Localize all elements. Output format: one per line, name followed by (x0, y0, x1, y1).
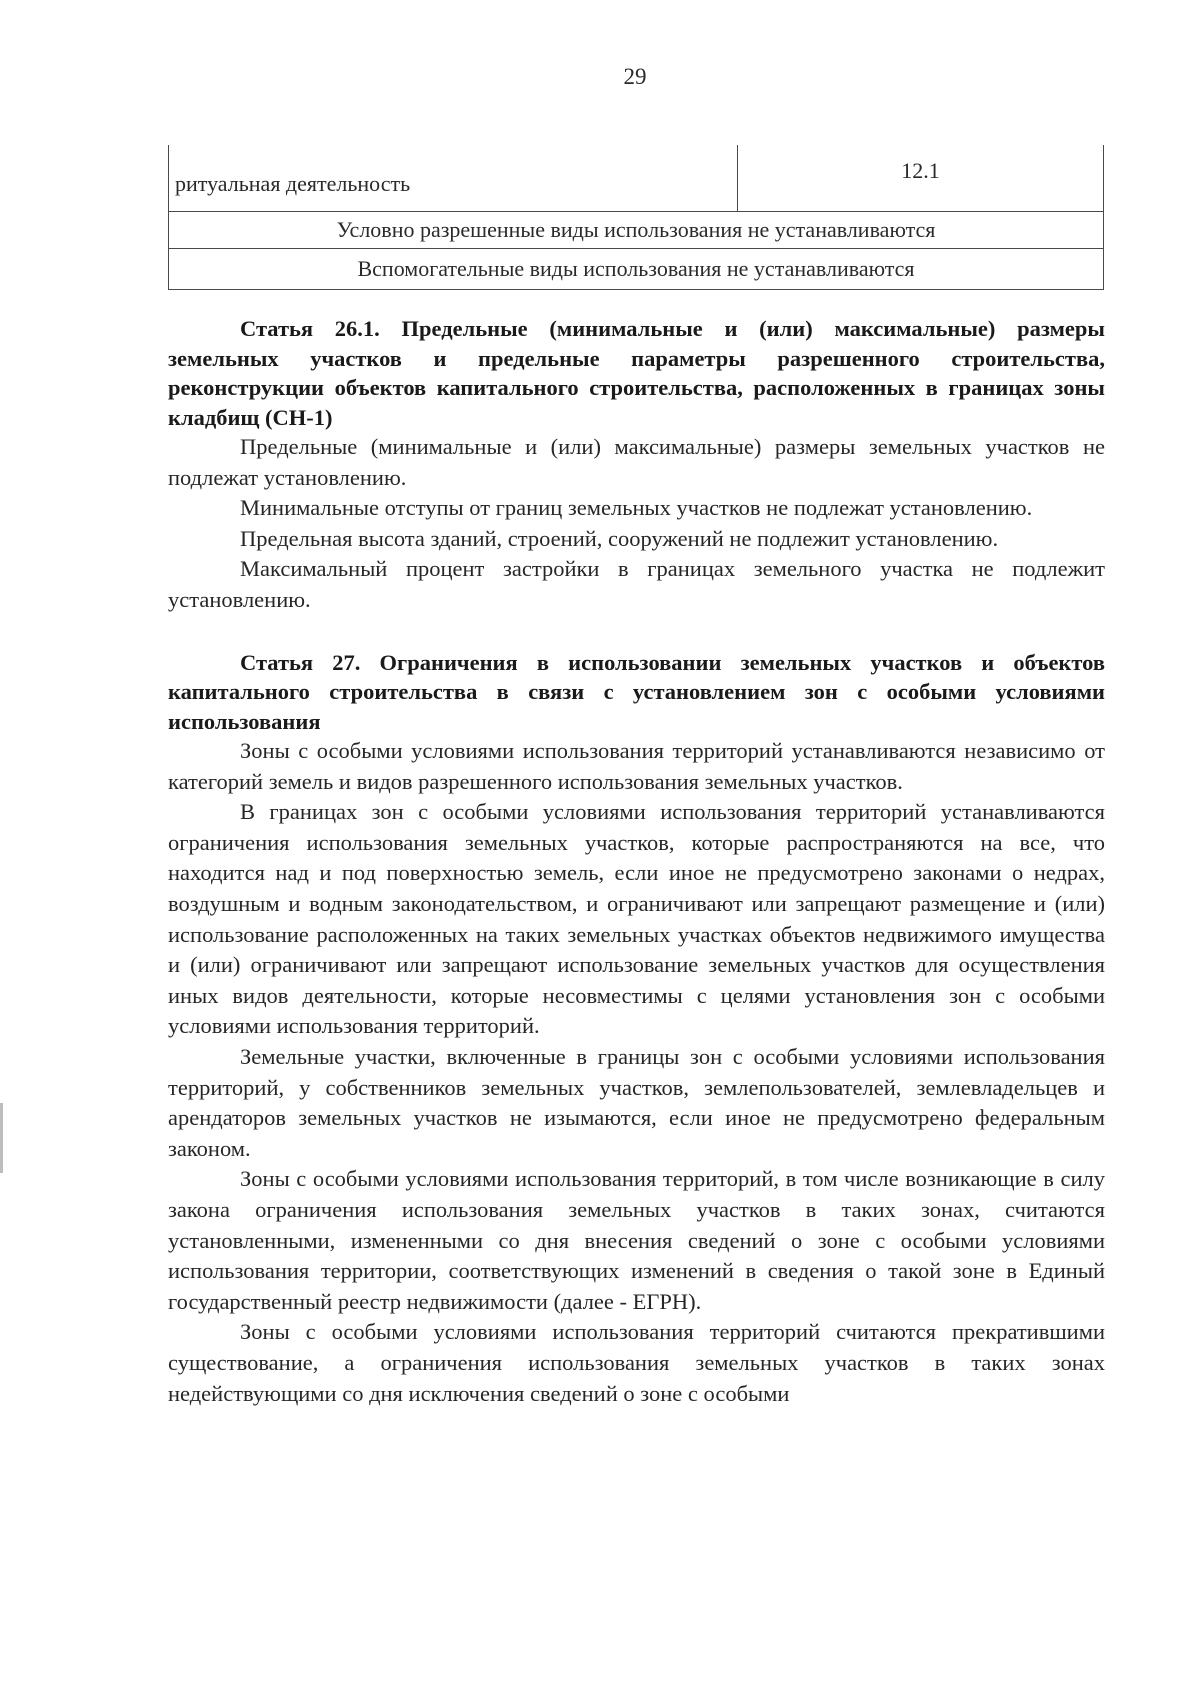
section-spacer (168, 616, 1105, 648)
paragraph: Максимальный процент застройки в границах земельного участка не подлежит установлению. (168, 556, 1105, 612)
article-heading: Статья 27. Ограничения в использовании земельных участков и объектов капитального строительства в связи с установлением зон с особыми условиями использования (168, 649, 1105, 734)
paragraph: В границах зон с особыми условиями использования территорий устанавливаются ограничения использования земельных участков, которые распространяются на все, что находится над и под поверхностью земель, если иное не предусмотрено законами о недрах, воздушным и водным законодательством, и ограничивают или запрещают размещение и (или) использование расположенных на таких земельных участках объектов недвижимого имущества и (или) ограничивают или запрещают использование земельных участков для осуществления иных видов деятельности, которые несовместимы с целями установления зон с особыми условиями использования территорий. (168, 799, 1105, 1039)
table-row (169, 145, 1104, 212)
article-27 (168, 648, 1105, 1410)
activity-name-cell: ритуальная деятельность (169, 145, 738, 212)
page-number: 29 (623, 64, 647, 89)
paragraph: Предельная высота зданий, строений, сооружений не подлежит установлению. (240, 525, 999, 551)
page-content (168, 314, 1105, 1409)
paragraph: Зоны с особыми условиями использования территорий устанавливаются независимо от категорий земель и видов разрешенного использования земельных участков. (168, 738, 1105, 794)
paragraph: Земельные участки, включенные в границы зон с особыми условиями использования территорий, у собственников земельных участков, землепользователей, землевладельцев и арендаторов земельных участков не изымаются, если иное не предусмотрено федеральным законом. (168, 1044, 1105, 1161)
activity-code-cell: 12.1 (738, 145, 1104, 212)
article-heading: Статья 26.1. Предельные (минимальные и (или) максимальные) размеры земельных участков и предельные параметры разрешенного строительства, реконструкции объектов капитального строительства, расположенных в границах зоны кладбищ (СН-1) (168, 316, 1105, 430)
scan-edge-mark (0, 1103, 3, 1173)
paragraph: Зоны с особыми условиями использования территорий считаются прекратившими существование, а ограничения использования земельных участков в таких зонах недействующими со дня исключения сведений о зоне с особыми (168, 1319, 1105, 1406)
paragraph: Зоны с особыми условиями использования территорий, в том числе возникающие в силу закона ограничения использования земельных участков в таких зонах, считаются установленными, измененными со дня внесения сведений о зоне с особыми условиями использования территории, соответствующих изменений в сведения о такой зоне в Единый государственный реестр недвижимости (далее - ЕГРН). (168, 1166, 1105, 1314)
conditional-uses-cell: Условно разрешенные виды использования не устанавливаются (169, 212, 1104, 249)
auxiliary-uses-cell: Вспомогательные виды использования не устанавливаются (169, 249, 1104, 290)
paragraph: Минимальные отступы от границ земельных участков не подлежат установлению. (240, 495, 1033, 521)
table-row (169, 212, 1104, 249)
permitted-use-table (168, 145, 1104, 290)
table-row (169, 249, 1104, 290)
paragraph: Предельные (минимальные и (или) максимальные) размеры земельных участков не подлежат установлению. (168, 434, 1105, 490)
article-26-1 (168, 314, 1105, 616)
